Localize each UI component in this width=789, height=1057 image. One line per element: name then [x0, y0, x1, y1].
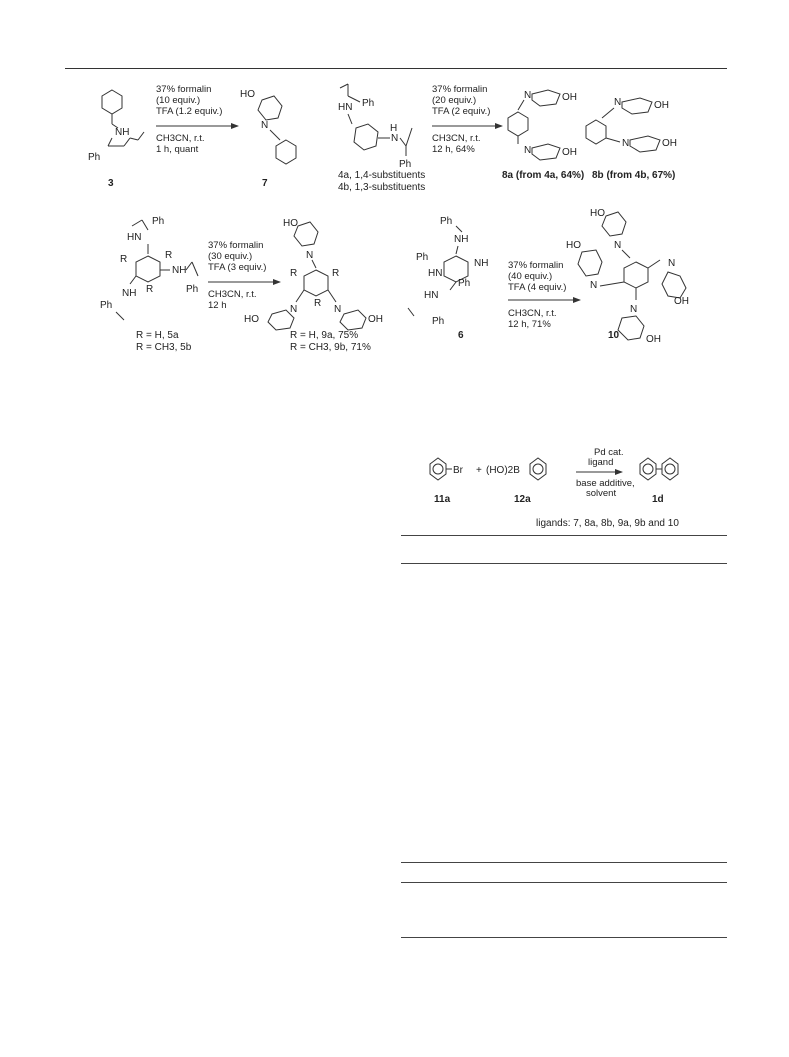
svg-text:N: N [614, 97, 622, 108]
compound-11a [430, 458, 464, 505]
svg-text:OH: OH [368, 314, 383, 325]
compound-8b [586, 97, 677, 181]
compound-label-4a: 4a, 1,4-substituents [338, 170, 426, 181]
conditions-d [508, 260, 580, 330]
ho-label: HO [240, 89, 255, 100]
svg-text:N: N [306, 250, 314, 261]
svg-text:HN: HN [424, 290, 439, 301]
svg-text:R: R [165, 250, 173, 261]
svg-text:HO: HO [244, 314, 259, 325]
svg-text:N: N [622, 138, 630, 149]
svg-text:R: R [314, 298, 322, 309]
compound-number: 6 [458, 330, 464, 341]
compound-label-5b: R = CH3, 5b [136, 342, 192, 353]
svg-text:N: N [614, 240, 622, 251]
n-label: N [261, 120, 269, 131]
svg-text:HN: HN [428, 268, 443, 279]
svg-text:37% formalin: 37% formalin [156, 84, 212, 95]
compound-label-9a: R = H, 9a, 75% [290, 330, 359, 341]
compound-number: 7 [262, 178, 268, 189]
svg-text:OH: OH [562, 147, 577, 158]
svg-text:TFA (1.2 equiv.): TFA (1.2 equiv.) [156, 106, 223, 117]
compound-7 [240, 89, 296, 189]
compound-label-5a: R = H, 5a [136, 330, 179, 341]
compound-4 [338, 84, 425, 193]
svg-text:OH: OH [646, 334, 661, 345]
compound-8a [502, 90, 584, 181]
compound-number: 10 [608, 330, 620, 341]
table-body-end-rule [401, 862, 727, 863]
svg-text:12 h, 71%: 12 h, 71% [508, 319, 551, 330]
svg-text:(HO)2B: (HO)2B [486, 465, 520, 476]
svg-text:Ph: Ph [432, 316, 445, 327]
svg-text:1d: 1d [652, 494, 664, 505]
table-top-rule [401, 535, 727, 536]
nh-label: NH [115, 127, 130, 138]
svg-text:Ph: Ph [362, 98, 375, 109]
svg-text:HN: HN [127, 232, 142, 243]
svg-text:11a: 11a [434, 494, 451, 505]
compound-9 [244, 218, 383, 353]
svg-text:1 h, quant: 1 h, quant [156, 144, 199, 155]
svg-text:12a: 12a [514, 494, 531, 505]
svg-text:NH: NH [122, 288, 137, 299]
compound-label-4b: 4b, 1,3-substituents [338, 182, 426, 193]
svg-text:(10 equiv.): (10 equiv.) [156, 95, 201, 106]
svg-text:base additive,: base additive, [576, 478, 635, 489]
svg-text:Ph: Ph [186, 284, 199, 295]
plus-sign: + [476, 465, 482, 476]
compound-12a [486, 458, 546, 505]
svg-text:CH3CN, r.t.: CH3CN, r.t. [508, 308, 557, 319]
svg-text:Pd cat.: Pd cat. [594, 447, 624, 458]
svg-text:TFA (2 equiv.): TFA (2 equiv.) [432, 106, 491, 117]
svg-text:CH3CN, r.t.: CH3CN, r.t. [208, 289, 257, 300]
svg-text:HO: HO [566, 240, 581, 251]
compound-5 [100, 216, 198, 353]
svg-text:Ph: Ph [416, 252, 429, 263]
svg-text:37% formalin: 37% formalin [432, 84, 488, 95]
compound-label-8b: 8b (from 4b, 67%) [592, 170, 676, 181]
compound-10 [566, 208, 689, 345]
conditions-a [156, 84, 238, 155]
svg-text:N: N [590, 280, 598, 291]
svg-text:Br: Br [453, 465, 463, 476]
compound-6 [408, 216, 488, 341]
svg-text:NH: NH [172, 265, 187, 276]
svg-text:Ph: Ph [399, 159, 412, 170]
svg-text:N: N [391, 133, 399, 144]
svg-text:OH: OH [654, 100, 669, 111]
svg-text:HN: HN [338, 102, 353, 113]
svg-text:N: N [668, 258, 676, 269]
ph-label: Ph [88, 152, 101, 163]
svg-text:ligand: ligand [588, 457, 614, 468]
svg-text:R: R [290, 268, 298, 279]
svg-text:N: N [524, 90, 532, 101]
svg-text:NH: NH [474, 258, 489, 269]
compound-number: 3 [108, 178, 114, 189]
svg-text:OH: OH [562, 92, 577, 103]
svg-text:N: N [524, 145, 532, 156]
svg-text:37% formalin: 37% formalin [208, 240, 264, 251]
svg-text:(40 equiv.): (40 equiv.) [508, 271, 553, 282]
svg-text:Ph: Ph [100, 300, 113, 311]
svg-text:NH: NH [454, 234, 469, 245]
table-footer-rule [401, 882, 727, 883]
svg-text:R: R [146, 284, 154, 295]
svg-text:TFA (4 equiv.): TFA (4 equiv.) [508, 282, 567, 293]
compound-3 [88, 90, 144, 189]
compound-label-9b: R = CH3, 9b, 71% [290, 342, 371, 353]
svg-text:Ph: Ph [458, 278, 471, 289]
svg-text:R: R [120, 254, 128, 265]
svg-text:HO: HO [283, 218, 298, 229]
svg-text:(20 equiv.): (20 equiv.) [432, 95, 477, 106]
table-header-rule [401, 563, 727, 564]
svg-text:12 h: 12 h [208, 300, 227, 311]
svg-text:HO: HO [590, 208, 605, 219]
compound-label-8a: 8a (from 4a, 64%) [502, 170, 585, 181]
svg-text:Ph: Ph [440, 216, 453, 227]
table-bottom-rule [401, 937, 727, 938]
conditions-b [432, 84, 502, 155]
svg-text:N: N [334, 304, 342, 315]
svg-text:OH: OH [674, 296, 689, 307]
svg-text:OH: OH [662, 138, 677, 149]
svg-text:37% formalin: 37% formalin [508, 260, 564, 271]
ligands-caption: ligands: 7, 8a, 8b, 9a, 9b and 10 [536, 518, 679, 529]
svg-text:CH3CN, r.t.: CH3CN, r.t. [156, 133, 205, 144]
svg-text:solvent: solvent [586, 488, 617, 499]
svg-text:TFA (3 equiv.): TFA (3 equiv.) [208, 262, 267, 273]
svg-text:12 h, 64%: 12 h, 64% [432, 144, 475, 155]
svg-text:N: N [290, 304, 298, 315]
svg-text:(30 equiv.): (30 equiv.) [208, 251, 253, 262]
compound-1d [640, 458, 678, 505]
conditions-suzuki [576, 447, 635, 499]
svg-text:CH3CN, r.t.: CH3CN, r.t. [432, 133, 481, 144]
svg-text:H: H [390, 123, 398, 134]
conditions-c [208, 240, 280, 311]
svg-text:R: R [332, 268, 340, 279]
svg-text:Ph: Ph [152, 216, 165, 227]
svg-text:N: N [630, 304, 638, 315]
